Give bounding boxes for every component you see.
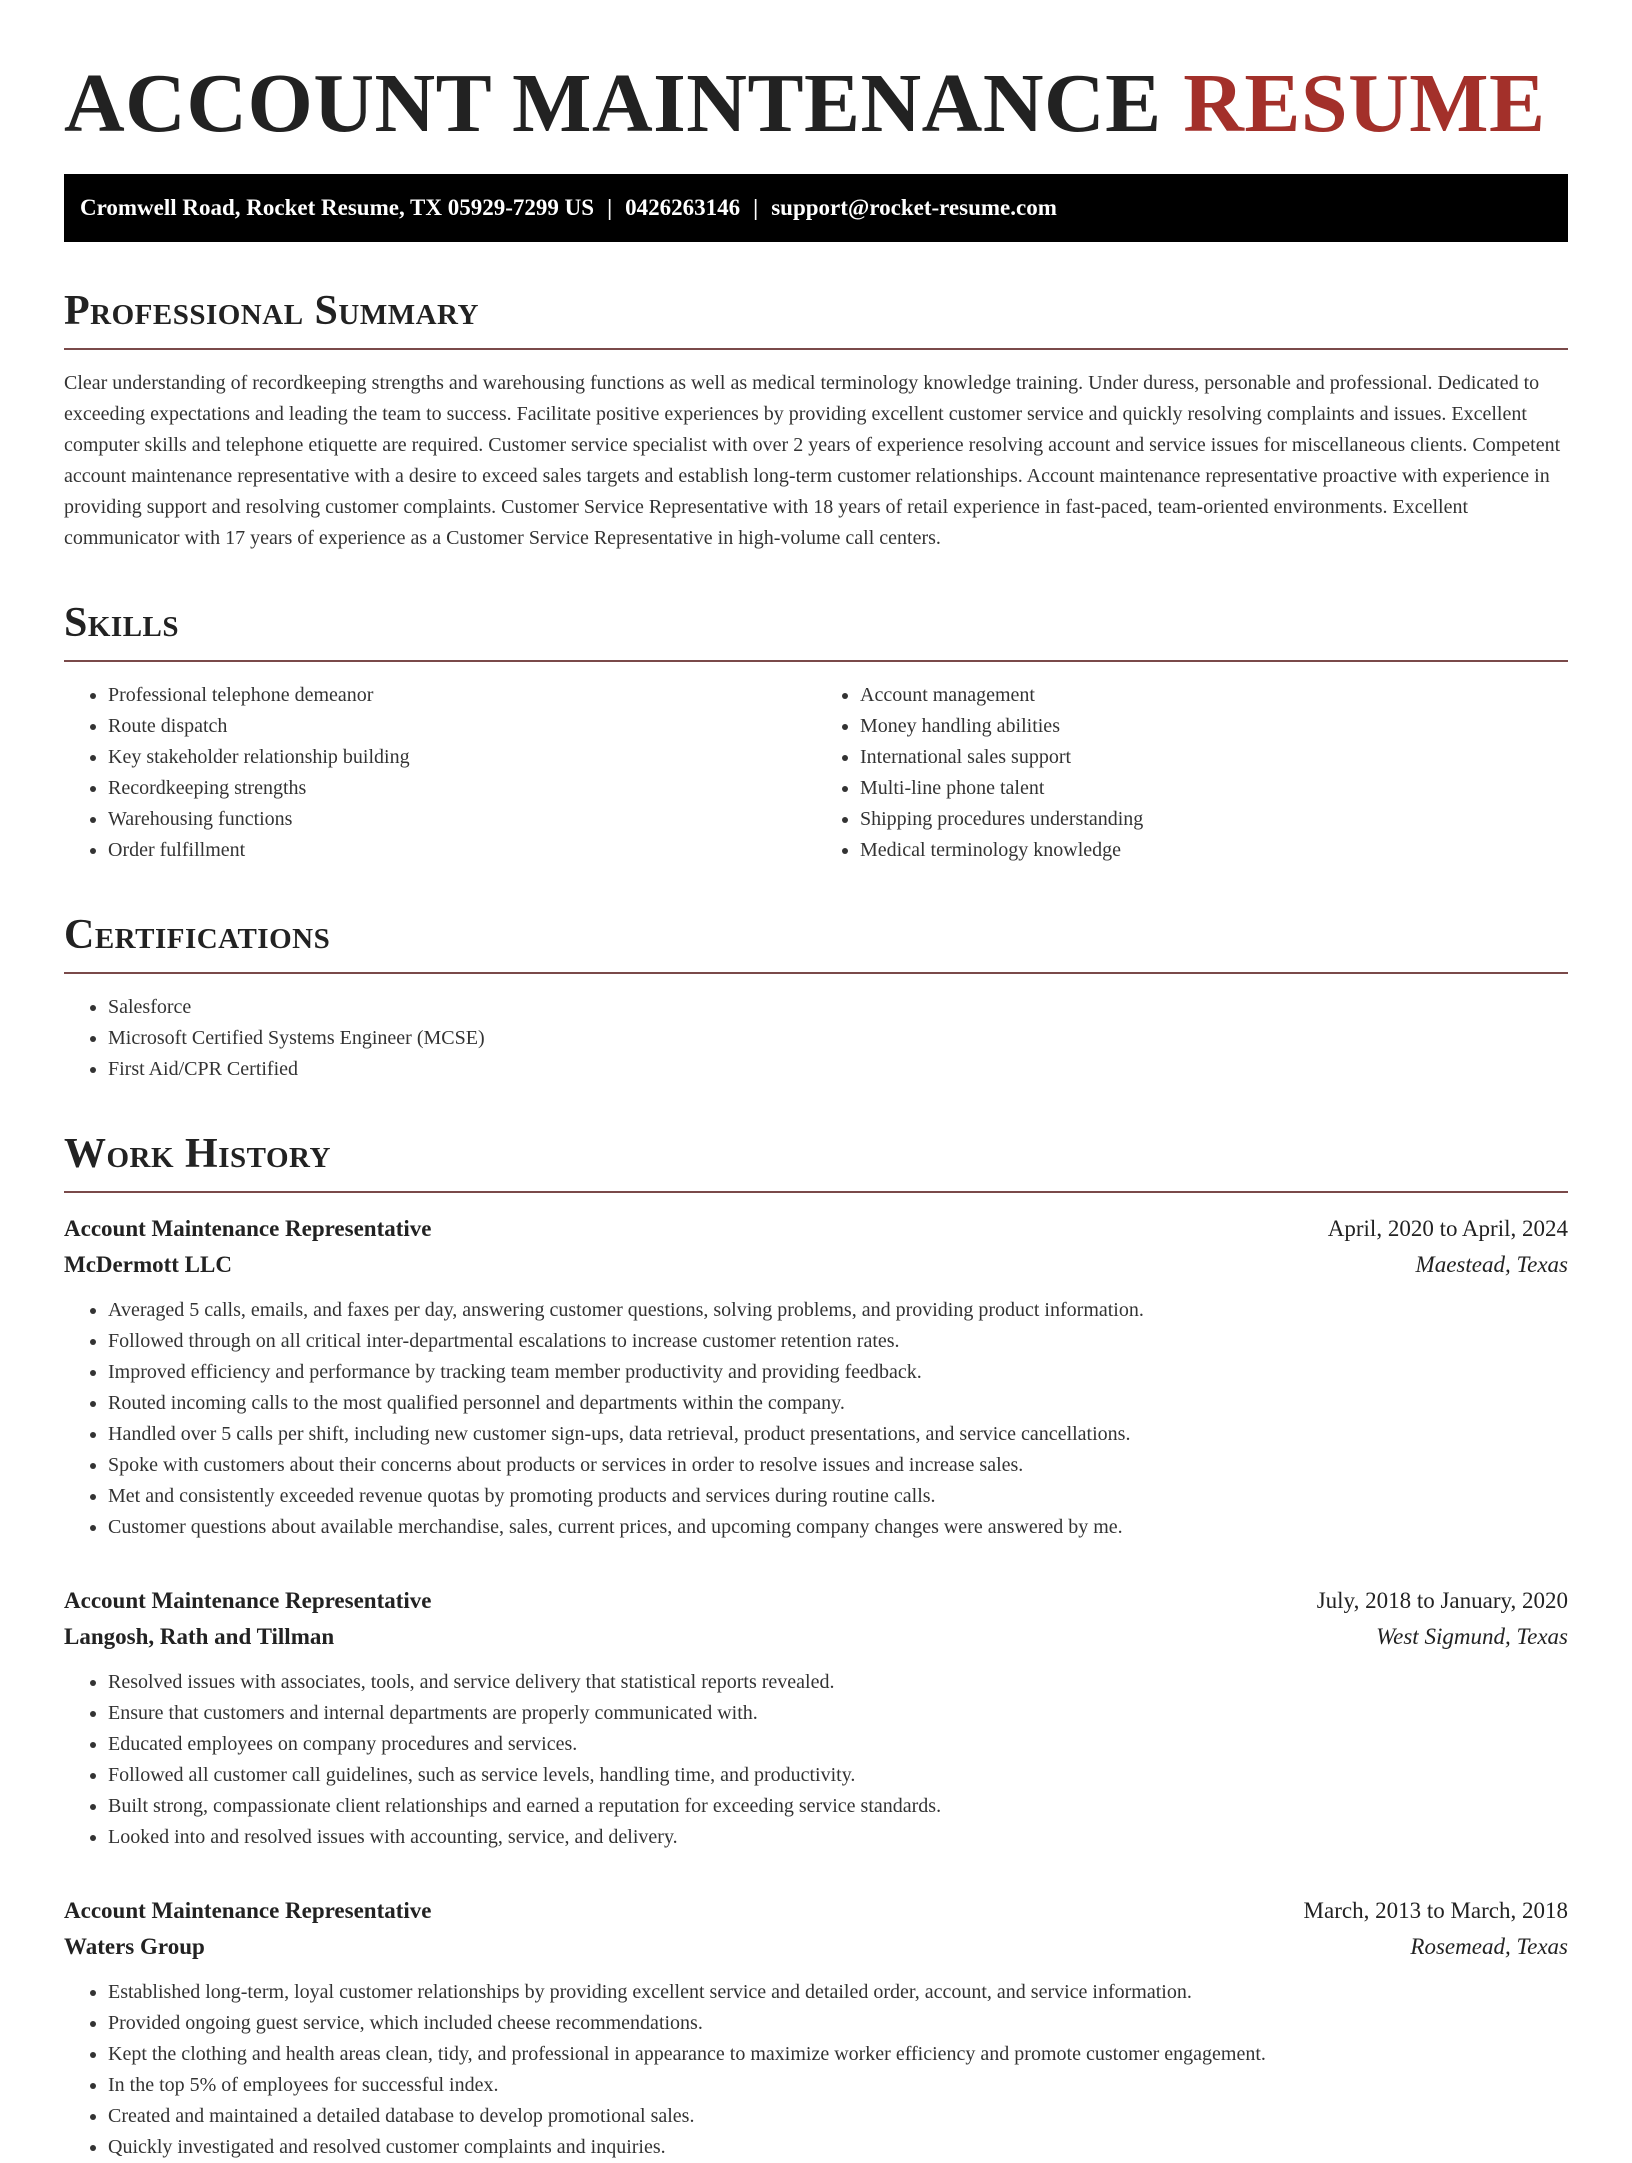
- skills-grid: [64, 662, 1568, 866]
- resume-title: [64, 0, 1568, 150]
- contact-separator: |: [607, 195, 613, 220]
- certification-item: • Salesforce: [108, 992, 1568, 1023]
- job-bullet: • Averaged 5 calls, emails, and faxes per day, answering customer questions, solving problems, and providing product information.: [108, 1295, 1568, 1326]
- skills-list-left: [64, 680, 816, 866]
- job-bullet: • Followed through on all critical inter-departmental escalations to increase customer retention rates.: [108, 1326, 1568, 1357]
- job-entry: [64, 1583, 1568, 1853]
- job-title-row: [64, 1893, 1568, 1929]
- skill-item: • Professional telephone demeanor: [108, 680, 816, 711]
- work-history-heading: Work History: [64, 1129, 1568, 1193]
- certification-item: • Microsoft Certified Systems Engineer (MCSE): [108, 1023, 1568, 1054]
- summary-text: Clear understanding of recordkeeping strengths and warehousing functions as well as medical terminology knowledge training. Under duress, personable and professional. Dedicated to exceeding expectations and leading the team to success. Facilitate positive experiences by providing excellent customer service and quickly resolving complaints and issues. Excellent computer skills and telephone etiquette are required. Customer service specialist with over 2 years of experience resolving account and service issues for miscellaneous clients. Competent account maintenance representative with a desire to exceed sales targets and establish long-term customer relationships. Account maintenance representative proactive with experience in providing support and resolving customer complaints. Customer Service Representative with 18 years of retail experience in fast-paced, team-oriented environments. Excellent communicator with 17 years of experience as a Customer Service Representative in high-volume call centers.: [64, 372, 1561, 549]
- skill-item: • Account management: [860, 680, 1568, 711]
- skill-item: • Key stakeholder relationship building: [108, 742, 816, 773]
- job-company-row: [64, 1247, 1568, 1283]
- job-bullet: • Handled over 5 calls per shift, including new customer sign-ups, data retrieval, product presentations, and service cancellations.: [108, 1419, 1568, 1450]
- job-company: Langosh, Rath and Tillman: [64, 1624, 335, 1649]
- title-main: ACCOUNT MAINTENANCE: [64, 57, 1162, 150]
- job-dates: April, 2020 to April, 2024: [1327, 1216, 1568, 1241]
- job-bullet: • Customer questions about available merchandise, sales, current prices, and upcoming company changes were answered by me.: [108, 1512, 1568, 1543]
- job-company: McDermott LLC: [64, 1252, 232, 1277]
- certifications-section: [64, 910, 1568, 1085]
- contact-email[interactable]: support@rocket-resume.com: [771, 195, 1057, 220]
- skills-list-right: [816, 680, 1568, 866]
- job-role: Account Maintenance Representative: [64, 1588, 432, 1613]
- summary-section: [64, 286, 1568, 554]
- job-company-row: [64, 1619, 1568, 1655]
- skill-item: • Recordkeeping strengths: [108, 773, 816, 804]
- job-title-row: [64, 1583, 1568, 1619]
- job-bullet: • Resolved issues with associates, tools, and service delivery that statistical reports revealed.: [108, 1667, 1568, 1698]
- contact-address: Cromwell Road, Rocket Resume, TX 05929-7299 US: [80, 195, 595, 220]
- contact-bar: [64, 174, 1568, 242]
- skill-item: • Warehousing functions: [108, 804, 816, 835]
- contact-separator: |: [753, 195, 759, 220]
- job-company-row: [64, 1929, 1568, 1965]
- job-role: Account Maintenance Representative: [64, 1898, 432, 1923]
- job-location: Rosemead, Texas: [1410, 1934, 1568, 1959]
- job-role: Account Maintenance Representative: [64, 1216, 432, 1241]
- job-bullet: • Routed incoming calls to the most qualified personnel and departments within the company.: [108, 1388, 1568, 1419]
- job-bullet: • Looked into and resolved issues with accounting, service, and delivery.: [108, 1822, 1568, 1853]
- contact-phone: 0426263146: [625, 195, 741, 220]
- skill-item: • Route dispatch: [108, 711, 816, 742]
- skill-item: • Medical terminology knowledge: [860, 835, 1568, 866]
- certifications-heading: Certifications: [64, 910, 1568, 974]
- job-bullet: • Established long-term, loyal customer relationships by providing excellent service and detailed order, account, and service information.: [108, 1977, 1568, 2008]
- job-company: Waters Group: [64, 1934, 205, 1959]
- certification-item: • First Aid/CPR Certified: [108, 1054, 1568, 1085]
- skill-item: • Order fulfillment: [108, 835, 816, 866]
- job-bullet: • In the top 5% of employees for successful index.: [108, 2070, 1568, 2101]
- skill-item: • Money handling abilities: [860, 711, 1568, 742]
- skills-section: [64, 598, 1568, 866]
- job-bullets: [64, 1667, 1568, 1853]
- job-bullets: [64, 1295, 1568, 1543]
- job-entry: [64, 1893, 1568, 2163]
- skills-heading: Skills: [64, 598, 1568, 662]
- jobs-list: [64, 1211, 1568, 2163]
- job-bullets: [64, 1977, 1568, 2163]
- job-bullet: • Kept the clothing and health areas clean, tidy, and professional in appearance to maximize worker efficiency and promote customer engagement.: [108, 2039, 1568, 2070]
- job-location: West Sigmund, Texas: [1376, 1624, 1568, 1649]
- job-bullet: • Educated employees on company procedures and services.: [108, 1729, 1568, 1760]
- work-history-section: [64, 1129, 1568, 2163]
- skill-item: • International sales support: [860, 742, 1568, 773]
- job-entry: [64, 1211, 1568, 1543]
- job-bullet: • Built strong, compassionate client relationships and earned a reputation for exceeding service standards.: [108, 1791, 1568, 1822]
- job-bullet: • Provided ongoing guest service, which included cheese recommendations.: [108, 2008, 1568, 2039]
- job-bullet: • Spoke with customers about their concerns about products or services in order to resolve issues and increase sales.: [108, 1450, 1568, 1481]
- job-bullet: • Followed all customer call guidelines, such as service levels, handling time, and productivity.: [108, 1760, 1568, 1791]
- job-bullet: • Created and maintained a detailed database to develop promotional sales.: [108, 2101, 1568, 2132]
- job-dates: March, 2013 to March, 2018: [1303, 1898, 1568, 1923]
- job-location: Maestead, Texas: [1415, 1252, 1568, 1277]
- title-accent: RESUME: [1183, 57, 1546, 150]
- job-bullet: • Quickly investigated and resolved customer complaints and inquiries.: [108, 2132, 1568, 2163]
- summary-heading: Professional Summary: [64, 286, 1568, 350]
- certifications-list: [64, 992, 1568, 1085]
- skill-item: • Multi-line phone talent: [860, 773, 1568, 804]
- job-bullet: • Improved efficiency and performance by tracking team member productivity and providing feedback.: [108, 1357, 1568, 1388]
- job-bullet: • Ensure that customers and internal departments are properly communicated with.: [108, 1698, 1568, 1729]
- job-dates: July, 2018 to January, 2020: [1316, 1588, 1568, 1613]
- job-title-row: [64, 1211, 1568, 1247]
- job-bullet: • Met and consistently exceeded revenue quotas by promoting products and services during routine calls.: [108, 1481, 1568, 1512]
- skill-item: • Shipping procedures understanding: [860, 804, 1568, 835]
